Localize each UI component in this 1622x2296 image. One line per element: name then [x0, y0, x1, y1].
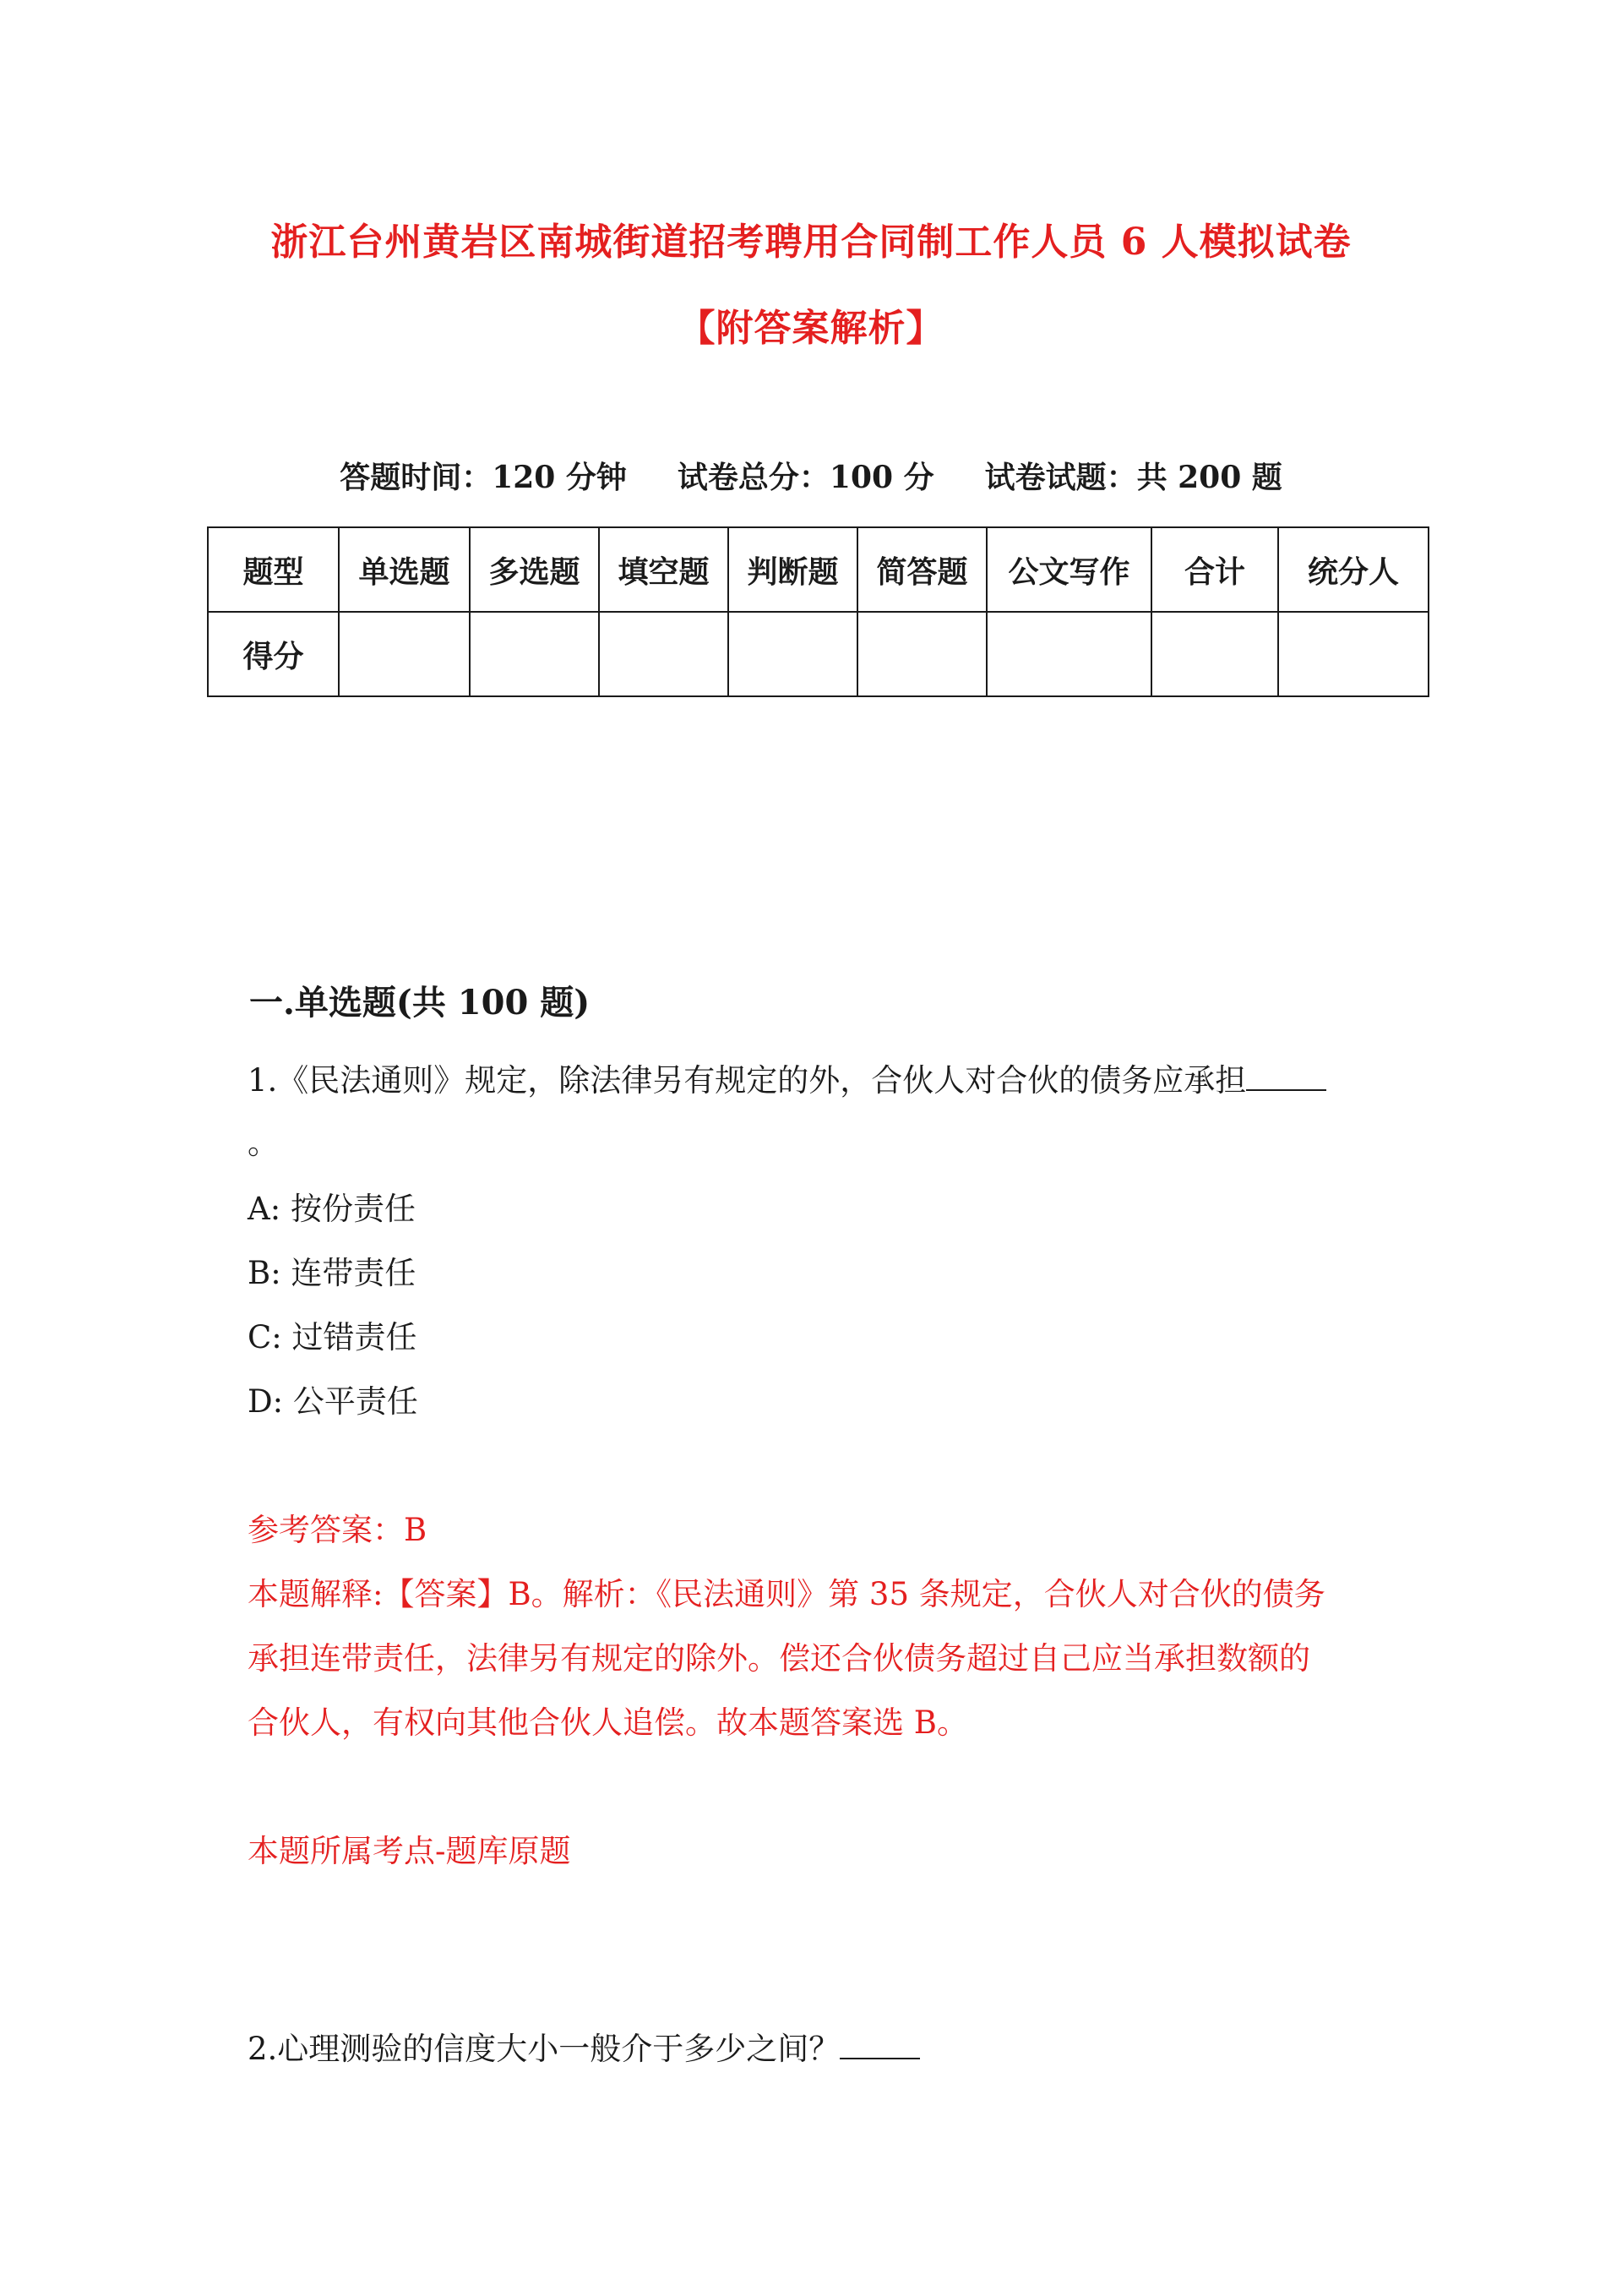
explanation-line: 本题解释:【答案】B。解析：《民法通则》第 35 条规定，合伙人对合伙的债务: [248, 1576, 1325, 1612]
table-header-cell: 合计: [1151, 527, 1278, 612]
score-cell: [987, 612, 1151, 696]
question-1-end-mark: 。: [248, 1125, 279, 1161]
score-cell: [599, 612, 728, 696]
question-1-stem: 1.《民法通则》规定，除法律另有规定的外，合伙人对合伙的债务应承担: [248, 1062, 1247, 1099]
table-header-cell: 公文写作: [987, 527, 1151, 612]
question-2-text: [248, 2023, 920, 2069]
score-cell: [728, 612, 857, 696]
answer-blank: [1246, 1061, 1326, 1091]
explanation-line: 合伙人，有权向其他合伙人追偿。故本题答案选 B。: [248, 1704, 968, 1741]
explanation-line: 承担连带责任，法律另有规定的除外。偿还合伙债务超过自己应当承担数额的: [248, 1640, 1310, 1677]
score-cell: [1151, 612, 1278, 696]
score-table: [207, 526, 1429, 697]
table-header-cell: 题型: [208, 527, 339, 612]
exam-subtitle: 【附答案解析】: [678, 307, 944, 350]
reference-answer: 参考答案：B: [248, 1512, 427, 1548]
table-header-cell: 判断题: [728, 527, 857, 612]
score-cell: [857, 612, 987, 696]
score-cell: [470, 612, 599, 696]
exam-total-score: 试卷总分：100 分: [677, 460, 934, 495]
exam-time: 答题时间：120 分钟: [340, 460, 627, 495]
table-header-cell: 填空题: [599, 527, 728, 612]
score-table-score-row: [208, 612, 1429, 696]
option-c: C: 过错责任: [248, 1319, 417, 1355]
table-header-cell: 多选题: [470, 527, 599, 612]
section-title: 一.单选题(共 100 题): [249, 983, 591, 1023]
table-header-cell: 单选题: [339, 527, 470, 612]
question-1-text: [248, 1055, 1326, 1100]
option-d: D: 公平责任: [248, 1383, 418, 1420]
score-cell: [339, 612, 470, 696]
exam-total-questions: 试卷试题：共 200 题: [984, 460, 1282, 495]
question-2-stem: 2.心理测验的信度大小一般介于多少之间？: [248, 2031, 841, 2067]
topic-source: 本题所属考点-题库原题: [248, 1833, 571, 1869]
table-row-label: 得分: [208, 612, 339, 696]
answer-blank: [840, 2029, 920, 2059]
table-header-cell: 统分人: [1278, 527, 1429, 612]
table-header-cell: 简答题: [857, 527, 987, 612]
score-cell: [1278, 612, 1429, 696]
option-a: A: 按份责任: [248, 1191, 416, 1227]
exam-title: 浙江台州黄岩区南城街道招考聘用合同制工作人员 6 人模拟试卷: [270, 221, 1352, 264]
score-table-header-row: [208, 527, 1429, 612]
exam-meta: [0, 454, 1622, 497]
option-b: B: 连带责任: [248, 1255, 416, 1291]
